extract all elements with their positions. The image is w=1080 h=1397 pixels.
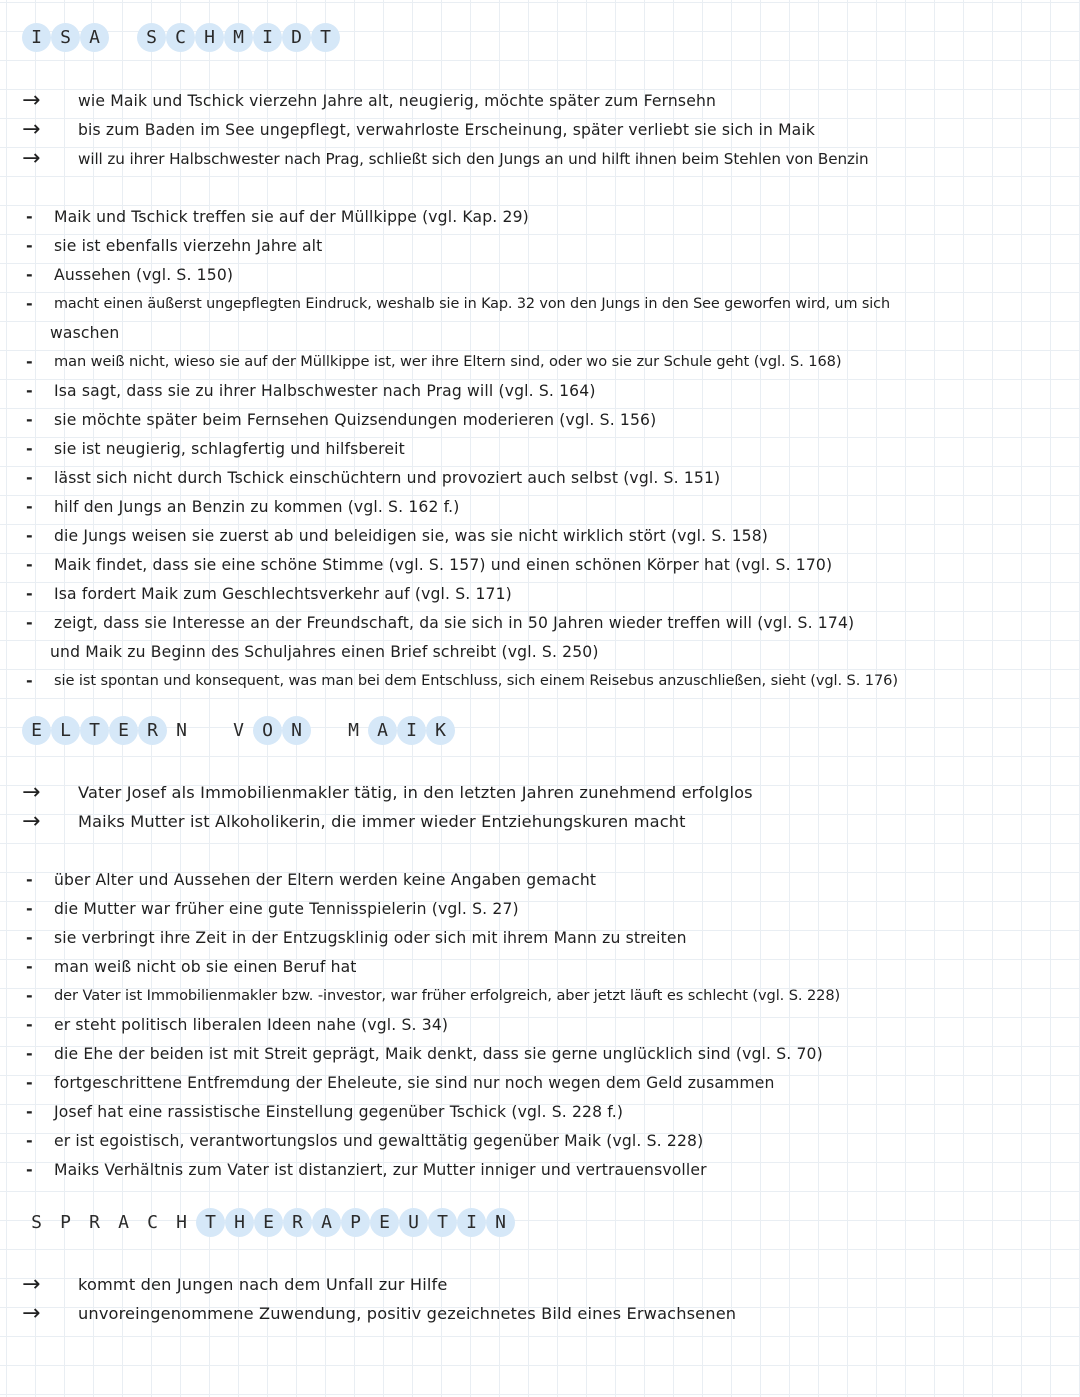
title-letter: A bbox=[368, 716, 397, 745]
dash-bullet-icon: - bbox=[26, 265, 33, 284]
title-letter: R bbox=[283, 1208, 312, 1237]
dash-bullet-icon: - bbox=[26, 1015, 33, 1034]
bullet-item bbox=[22, 894, 519, 923]
bullet-item-text: lässt sich nicht durch Tschick einschüchtern und provoziert auch selbst (vgl. S. 151) bbox=[54, 468, 721, 487]
bullet-item bbox=[22, 550, 832, 579]
title-letter: O bbox=[253, 716, 282, 745]
dash-bullet-icon: - bbox=[26, 439, 33, 458]
title-word bbox=[137, 23, 340, 52]
bullet-item bbox=[22, 1039, 823, 1068]
bullet-item bbox=[22, 1097, 623, 1126]
title-word bbox=[224, 716, 311, 745]
right-arrow-icon: → bbox=[22, 779, 41, 805]
title-letter: A bbox=[118, 1211, 129, 1233]
section-title-sprachtherapeutin bbox=[22, 1207, 515, 1237]
title-letter: L bbox=[51, 716, 80, 745]
arrow-item-text: Vater Josef als Immobilienmakler tätig, in den letzten Jahren zunehmend erfolglos bbox=[78, 783, 753, 802]
title-letter: C bbox=[166, 23, 195, 52]
dash-bullet-icon: - bbox=[26, 1044, 33, 1063]
title-letter: S bbox=[137, 23, 166, 52]
bullet-item bbox=[22, 521, 768, 550]
title-letter: H bbox=[195, 23, 224, 52]
bullet-item-text: er ist egoistisch, verantwortungslos und gewalttätig gegenüber Maik (vgl. S. 228) bbox=[54, 1131, 704, 1150]
title-letter: N bbox=[486, 1208, 515, 1237]
bullet-item bbox=[22, 347, 841, 376]
bullet-item-text: über Alter und Aussehen der Eltern werden keine Angaben gemacht bbox=[54, 870, 597, 889]
right-arrow-icon: → bbox=[22, 116, 41, 142]
arrow-item-text: will zu ihrer Halbschwester nach Prag, schließt sich den Jungs an und hilft ihnen beim Stehlen von Benzin bbox=[78, 149, 869, 168]
right-arrow-icon: → bbox=[22, 1271, 41, 1297]
title-letter: I bbox=[457, 1208, 486, 1237]
arrow-item bbox=[22, 86, 716, 115]
bullet-item-text: sie verbringt ihre Zeit in der Entzugsklinig oder sich mit ihrem Mann zu streiten bbox=[54, 928, 687, 947]
arrow-item bbox=[22, 1270, 447, 1299]
title-letter: T bbox=[311, 23, 340, 52]
dash-bullet-icon: - bbox=[26, 1073, 33, 1092]
title-letter: M bbox=[348, 719, 359, 741]
bullet-item bbox=[22, 923, 687, 952]
dash-bullet-icon: - bbox=[26, 410, 33, 429]
bullet-item bbox=[22, 405, 656, 434]
dash-bullet-icon: - bbox=[26, 497, 33, 516]
arrow-item bbox=[22, 778, 753, 807]
bullet-item bbox=[22, 1155, 707, 1184]
title-letter: N bbox=[176, 719, 187, 741]
dash-bullet-icon: - bbox=[26, 1131, 33, 1150]
title-letter: T bbox=[196, 1208, 225, 1237]
dash-bullet-icon: - bbox=[26, 613, 33, 632]
title-letter: S bbox=[31, 1211, 42, 1233]
bullet-item-text: fortgeschrittene Entfremdung der Eheleute, sie sind nur noch wegen dem Geld zusammen bbox=[54, 1073, 775, 1092]
title-letter: E bbox=[22, 716, 51, 745]
dash-bullet-icon: - bbox=[26, 468, 33, 487]
dash-bullet-icon: - bbox=[26, 381, 33, 400]
bullet-item-text: Josef hat eine rassistische Einstellung gegenüber Tschick (vgl. S. 228 f.) bbox=[54, 1102, 624, 1121]
bullet-item-text: Maiks Verhältnis zum Vater ist distanziert, zur Mutter inniger und vertrauensvoller bbox=[54, 1160, 707, 1179]
title-letter: E bbox=[109, 716, 138, 745]
arrow-item-text: kommt den Jungen nach dem Unfall zur Hilfe bbox=[78, 1275, 448, 1294]
dash-bullet-icon: - bbox=[26, 294, 33, 313]
title-letter: P bbox=[341, 1208, 370, 1237]
bullet-item-text: Aussehen (vgl. S. 150) bbox=[54, 265, 234, 284]
title-letter: D bbox=[282, 23, 311, 52]
title-letter: H bbox=[225, 1208, 254, 1237]
dash-bullet-icon: - bbox=[26, 928, 33, 947]
bullet-item-text: Isa fordert Maik zum Geschlechtsverkehr auf (vgl. S. 171) bbox=[54, 584, 512, 603]
dash-bullet-icon: - bbox=[26, 1160, 33, 1179]
arrow-item-text: Maiks Mutter ist Alkoholikerin, die immer wieder Entziehungskuren macht bbox=[78, 812, 686, 831]
bullet-item-text: waschen bbox=[50, 323, 120, 342]
bullet-item-text: er steht politisch liberalen Ideen nahe (vgl. S. 34) bbox=[54, 1015, 449, 1034]
title-letter: A bbox=[312, 1208, 341, 1237]
bullet-item-text: Maik und Tschick treffen sie auf der Müllkippe (vgl. Kap. 29) bbox=[54, 207, 529, 226]
bullet-item bbox=[22, 1068, 775, 1097]
title-letter: I bbox=[22, 23, 51, 52]
right-arrow-icon: → bbox=[22, 808, 41, 834]
dash-bullet-icon: - bbox=[26, 957, 33, 976]
title-letter: T bbox=[80, 716, 109, 745]
title-letter: N bbox=[282, 716, 311, 745]
title-letter: E bbox=[370, 1208, 399, 1237]
bullet-item-text: sie ist ebenfalls vierzehn Jahre alt bbox=[54, 236, 323, 255]
bullet-item bbox=[22, 231, 322, 260]
bullet-item-text: Maik findet, dass sie eine schöne Stimme (vgl. S. 157) und einen schönen Körper hat (vgl. S. 170) bbox=[54, 555, 833, 574]
dash-bullet-icon: - bbox=[26, 671, 33, 690]
title-word bbox=[22, 23, 109, 52]
dash-bullet-icon: - bbox=[26, 555, 33, 574]
title-letter: I bbox=[397, 716, 426, 745]
title-letter: C bbox=[147, 1211, 158, 1233]
title-letter: E bbox=[254, 1208, 283, 1237]
dash-bullet-icon: - bbox=[26, 986, 33, 1005]
title-letter: V bbox=[233, 719, 244, 741]
bullet-item-text: sie ist neugierig, schlagfertig und hilfsbereit bbox=[54, 439, 405, 458]
arrow-item-text: bis zum Baden im See ungepflegt, verwahrloste Erscheinung, später verliebt sie sich in Maik bbox=[78, 120, 816, 139]
bullet-item bbox=[22, 608, 854, 637]
bullet-item-text: der Vater ist Immobilienmakler bzw. -investor, war früher erfolgreich, aber jetzt läuft es schlecht (vgl. S. 228) bbox=[54, 987, 841, 1004]
bullet-item-text: und Maik zu Beginn des Schuljahres einen Brief schreibt (vgl. S. 250) bbox=[50, 642, 599, 661]
title-letter: U bbox=[399, 1208, 428, 1237]
bullet-item bbox=[22, 260, 233, 289]
bullet-item-text: die Mutter war früher eine gute Tennisspielerin (vgl. S. 27) bbox=[54, 899, 519, 918]
title-letter: A bbox=[80, 23, 109, 52]
bullet-item bbox=[22, 952, 357, 981]
bullet-item-text: hilf den Jungs an Benzin zu kommen (vgl. S. 162 f.) bbox=[54, 497, 460, 516]
bullet-item bbox=[22, 463, 720, 492]
right-arrow-icon: → bbox=[22, 145, 41, 171]
dash-bullet-icon: - bbox=[26, 584, 33, 603]
bullet-item bbox=[22, 579, 512, 608]
arrow-item bbox=[22, 807, 686, 836]
title-word bbox=[22, 716, 196, 745]
title-letter: P bbox=[60, 1211, 71, 1233]
arrow-item bbox=[22, 115, 815, 144]
bullet-item-text: zeigt, dass sie Interesse an der Freundschaft, da sie sich in 50 Jahren wieder treffen will (vgl. S. 174) bbox=[54, 613, 855, 632]
section-title-eltern-von-maik bbox=[22, 715, 455, 745]
dash-bullet-icon: - bbox=[26, 899, 33, 918]
bullet-item-text: die Ehe der beiden ist mit Streit geprägt, Maik denkt, dass sie gerne unglücklich sind (vgl. S. 70) bbox=[54, 1044, 823, 1063]
arrow-item bbox=[22, 1299, 736, 1328]
title-letter: S bbox=[51, 23, 80, 52]
bullet-item bbox=[22, 492, 460, 521]
bullet-item-text: sie möchte später beim Fernsehen Quizsendungen moderieren (vgl. S. 156) bbox=[54, 410, 657, 429]
bullet-item bbox=[22, 981, 840, 1010]
bullet-item-continuation bbox=[22, 637, 599, 666]
dash-bullet-icon: - bbox=[26, 1102, 33, 1121]
bullet-item-text: macht einen äußerst ungepflegten Eindruck, weshalb sie in Kap. 32 von den Jungs in den See geworfen wird, um sich bbox=[54, 295, 890, 312]
title-letter: H bbox=[176, 1211, 187, 1233]
title-letter: T bbox=[428, 1208, 457, 1237]
bullet-item bbox=[22, 434, 405, 463]
bullet-item-text: Isa sagt, dass sie zu ihrer Halbschwester nach Prag will (vgl. S. 164) bbox=[54, 381, 596, 400]
title-letter: I bbox=[253, 23, 282, 52]
bullet-item bbox=[22, 1126, 703, 1155]
dash-bullet-icon: - bbox=[26, 236, 33, 255]
title-letter: R bbox=[89, 1211, 100, 1233]
dash-bullet-icon: - bbox=[26, 526, 33, 545]
bullet-item-text: die Jungs weisen sie zuerst ab und beleidigen sie, was sie nicht wirklich stört (vgl. S. 158) bbox=[54, 526, 769, 545]
bullet-item bbox=[22, 202, 529, 231]
bullet-item bbox=[22, 376, 596, 405]
title-word bbox=[339, 716, 455, 745]
bullet-item-text: man weiß nicht, wieso sie auf der Müllkippe ist, wer ihre Eltern sind, oder wo sie zur Schule geht (vgl. S. 168) bbox=[54, 353, 842, 370]
right-arrow-icon: → bbox=[22, 87, 41, 113]
arrow-item-text: unvoreingenommene Zuwendung, positiv gezeichnetes Bild eines Erwachsenen bbox=[78, 1304, 737, 1323]
bullet-item-text: man weiß nicht ob sie einen Beruf hat bbox=[54, 957, 357, 976]
bullet-item-continuation bbox=[22, 318, 119, 347]
title-letter: R bbox=[138, 716, 167, 745]
dash-bullet-icon: - bbox=[26, 352, 33, 371]
title-letter: K bbox=[426, 716, 455, 745]
section-title-isa-schmidt bbox=[22, 22, 340, 52]
dash-bullet-icon: - bbox=[26, 870, 33, 889]
arrow-item-text: wie Maik und Tschick vierzehn Jahre alt, neugierig, möchte später zum Fernsehn bbox=[78, 91, 717, 110]
bullet-item bbox=[22, 1010, 448, 1039]
right-arrow-icon: → bbox=[22, 1300, 41, 1326]
bullet-item bbox=[22, 865, 596, 894]
title-letter: M bbox=[224, 23, 253, 52]
title-word bbox=[22, 1208, 515, 1237]
arrow-item bbox=[22, 144, 869, 173]
dash-bullet-icon: - bbox=[26, 207, 33, 226]
bullet-item bbox=[22, 666, 898, 695]
bullet-item-text: sie ist spontan und konsequent, was man bei dem Entschluss, sich einem Reisebus anzuschließen, sieht (vgl. S. 176) bbox=[54, 672, 898, 689]
bullet-item bbox=[22, 289, 890, 318]
